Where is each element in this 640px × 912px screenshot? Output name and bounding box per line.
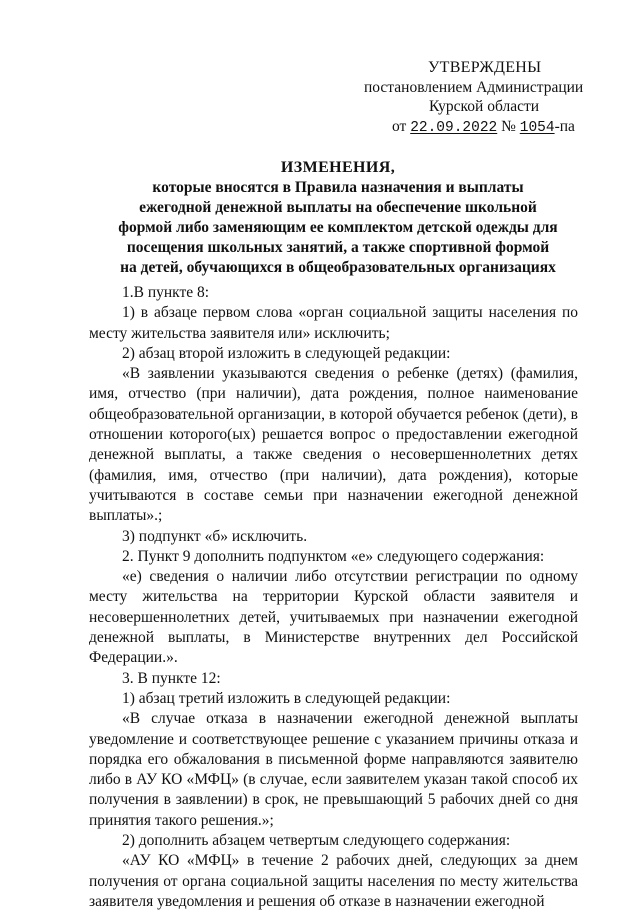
document-body	[89, 283, 578, 912]
title-subtitle: которые вносятся в Правила назначения и выплаты ежегодной денежной выплаты на обеспечение школьной формой либо заменяющим ее комплектом детской одежды для посещения школьных занятий, а также спортивной формой на детей, обучающихся в общеобразовательных организациях	[118, 179, 558, 276]
approval-heading: УТВЕРЖДЕНЫ	[428, 59, 542, 76]
approval-line-2: Курской области	[429, 98, 540, 115]
paragraph: 2) абзац второй изложить в следующей редакции:	[122, 344, 451, 362]
approval-date-prefix: от	[392, 117, 407, 135]
document-title	[118, 158, 558, 278]
paragraph: «е) сведения о наличии либо отсутствии регистрации по одному месту жительства на территории Курской области заявителя и несовершеннолетних детей, учитываемых при назначении ежегодной денежной выплаты, в Министерстве внутренних дел Российской Федерации.».	[89, 568, 578, 667]
paragraph: 1) в абзаце первом слова «орган социальной защиты населения по месту жительства заявителя или» исключить;	[89, 304, 578, 342]
paragraph: «В случае отказа в назначении ежегодной денежной выплаты уведомление и соответствующее решение с указанием причины отказа и порядка его обжалования в письменной форме направляются заявителю либо в АУ КО «МФЦ» (в случае, если заявителем указан такой способ их получения в заявлении) в срок, не превышающий 5 рабочих дней со дня принятия такого решения.»;	[89, 710, 578, 829]
paragraph: 3) подпункт «б» исключить.	[122, 527, 308, 545]
approval-number-suffix: -па	[554, 117, 575, 135]
approval-date: 22.09.2022	[410, 119, 498, 136]
approval-block	[340, 58, 600, 138]
paragraph: 1.В пункте 8:	[122, 284, 210, 301]
paragraph: 3. В пункте 12:	[122, 669, 221, 687]
title-main: ИЗМЕНЕНИЯ,	[280, 159, 396, 176]
approval-number-sign: №	[501, 117, 516, 135]
approval-number: 1054	[519, 119, 555, 136]
paragraph: «АУ КО «МФЦ» в течение 2 рабочих дней, следующих за днем получения от органа социальной защиты населения по месту жительства заявителя уведомления и решения об отказе в назначении ежегодной	[89, 852, 578, 910]
paragraph: 2. Пункт 9 дополнить подпунктом «е» следующего содержания:	[122, 547, 545, 565]
paragraph: 1) абзац третий изложить в следующей редакции:	[122, 689, 451, 707]
approval-line-1: постановлением Администрации	[364, 78, 584, 96]
paragraph: 2) дополнить абзацем четвертым следующего содержания:	[122, 832, 511, 850]
paragraph: «В заявлении указываются сведения о ребенке (детях) (фамилия, имя, отчество (при наличии), дата рождения, полное наименование общеобразовательной организации, в которой обучается ребенок (дети), в отношении которого(ых) решается вопрос о предоставлении ежегодной денежной выплаты, а также сведения о несовершеннолетних детях (фамилия, имя, отчество (при наличии), дата рождения), которые учитываются в составе семьи при назначении ежегодной денежной выплаты».;	[89, 365, 578, 525]
approval-date-line	[340, 117, 600, 139]
